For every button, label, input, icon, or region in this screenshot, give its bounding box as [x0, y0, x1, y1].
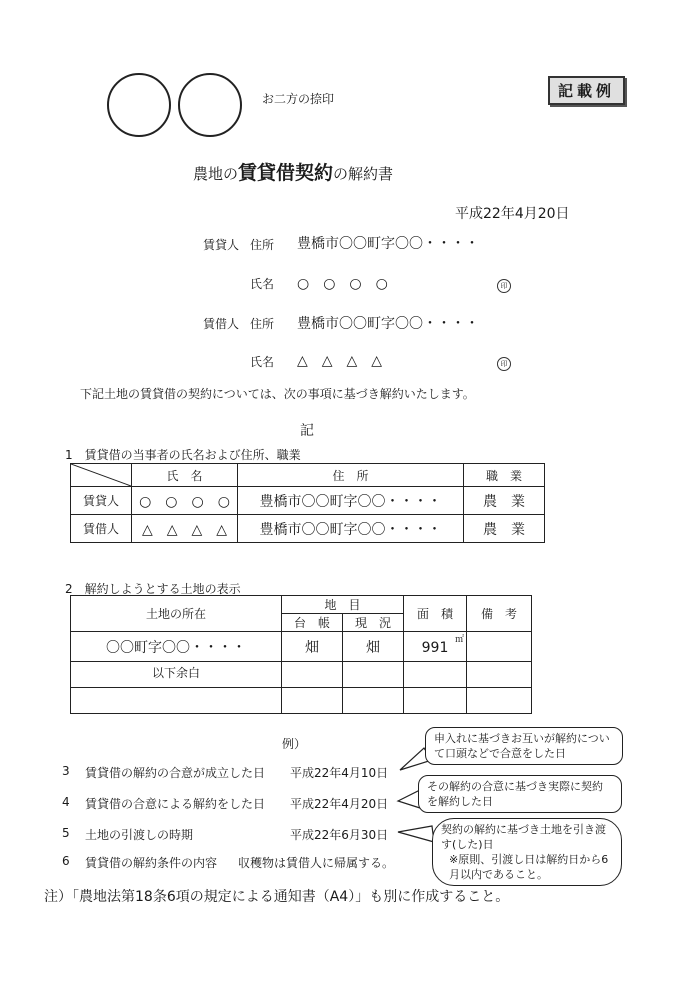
lessor-address-label: 住所 — [250, 238, 275, 252]
document-title — [193, 158, 393, 185]
empty-cell — [282, 688, 343, 714]
header-name: 氏 名 — [132, 464, 238, 487]
item-6-value: 収穫物は賃借人に帰属する。 — [238, 856, 395, 870]
diagonal-line — [71, 464, 131, 486]
row-name: △ △ △ △ — [132, 515, 238, 543]
empty-cell — [71, 688, 282, 714]
title-main: 賃貸借契約 — [238, 162, 334, 184]
header-job: 職 業 — [464, 464, 545, 487]
item-5-value: 平成22年6月30日 — [290, 828, 389, 842]
title-prefix: 農地の — [193, 165, 239, 183]
item-3-num: 3 — [62, 764, 70, 778]
empty-cell — [282, 662, 343, 688]
item-3-label: 賃貸借の解約の合意が成立した日 — [85, 766, 266, 780]
row-job: 農 業 — [464, 487, 545, 515]
item-4-value: 平成22年4月20日 — [290, 797, 389, 811]
callout-agreement-text: 申入れに基づきお互いが解約について口頭などで合意をした日 — [434, 732, 610, 760]
table-row — [71, 515, 545, 543]
parties-table-header-row — [71, 464, 545, 487]
area-unit: ㎡ — [454, 635, 464, 645]
parties-table — [70, 463, 545, 543]
row-role: 賃貸人 — [71, 487, 132, 515]
table-row — [71, 632, 532, 662]
land-area-cell — [404, 632, 467, 662]
header-area: 面 積 — [404, 596, 467, 632]
callout-cancel-text: その解約の合意に基づき実際に契約を解約した日 — [427, 780, 603, 808]
empty-cell — [404, 688, 467, 714]
land-location: 〇〇町字〇〇・・・・ — [71, 632, 282, 662]
callout-2-pointer — [398, 790, 420, 808]
callout-3-pointer — [398, 826, 434, 842]
row-name: ○ ○ ○ ○ — [132, 487, 238, 515]
callout-agreement-date — [425, 727, 623, 765]
item-4-num: 4 — [62, 795, 70, 809]
row-job: 農 業 — [464, 515, 545, 543]
callout-handover-date — [432, 818, 622, 886]
lessor-label: 賃貸人 — [203, 238, 240, 252]
parties-table-corner — [71, 464, 132, 487]
header-daicho: 台 帳 — [282, 614, 343, 632]
seal-circle-1 — [107, 73, 171, 137]
callout-handover-text: 契約の解約に基づき土地を引き渡す(した)日 — [441, 823, 606, 851]
callout-handover-note: ※原則、引渡し日は解約日から6月以内であること。 — [449, 853, 609, 881]
row-role: 賃借人 — [71, 515, 132, 543]
land-table-header-row — [71, 596, 532, 614]
land-remarks — [467, 632, 532, 662]
lessee-address-label: 住所 — [250, 317, 275, 331]
land-table — [70, 595, 532, 714]
title-suffix: の解約書 — [333, 165, 394, 183]
lessee-seal-mark: 印 — [497, 357, 511, 371]
land-area: 991 — [421, 640, 449, 656]
empty-cell — [467, 688, 532, 714]
empty-cell — [343, 662, 404, 688]
example-stamp: 記載例 — [548, 76, 625, 105]
header-genkyo: 現 況 — [343, 614, 404, 632]
item-6-num: 6 — [62, 854, 70, 868]
item-6-label: 賃貸借の解約条件の内容 — [85, 856, 218, 870]
item-3-value: 平成22年4月10日 — [290, 766, 389, 780]
lessor-name-label: 氏名 — [250, 277, 275, 291]
item-4-label: 賃貸借の合意による解約をした日 — [85, 797, 266, 811]
section2-heading: 2 解約しようとする土地の表示 — [65, 582, 241, 596]
land-daicho: 畑 — [282, 632, 343, 662]
empty-cell — [467, 662, 532, 688]
below-blank: 以下余白 — [71, 662, 282, 688]
section1-heading: 1 賃貸借の当事者の氏名および住所、職業 — [65, 448, 301, 462]
seal-circle-2 — [178, 73, 242, 137]
header-chimoku: 地 目 — [282, 596, 404, 614]
table-row — [71, 487, 545, 515]
intro-text: 下記土地の賃貸借の契約については、次の事項に基づき解約いたします。 — [80, 387, 475, 401]
ki-heading: 記 — [300, 423, 314, 439]
header-location: 土地の所在 — [71, 596, 282, 632]
lessor-address: 豊橋市〇〇町字〇〇・・・・ — [297, 236, 479, 252]
lessee-label: 賃借人 — [203, 317, 240, 331]
empty-cell — [343, 688, 404, 714]
header-remarks: 備 考 — [467, 596, 532, 632]
lessee-name: △ △ △ △ — [297, 353, 383, 369]
callout-cancel-date — [418, 775, 622, 813]
footer-note: 注）「農地法第18条6項の規定による通知書（A4）」も別に作成すること。 — [44, 889, 510, 905]
lessee-name-label: 氏名 — [250, 355, 275, 369]
document-date: 平成22年4月20日 — [455, 206, 570, 222]
empty-cell — [404, 662, 467, 688]
lessee-address: 豊橋市〇〇町字〇〇・・・・ — [297, 316, 479, 332]
item-5-num: 5 — [62, 826, 70, 840]
row-address: 豊橋市〇〇町字〇〇・・・・ — [238, 487, 464, 515]
item-5-label: 土地の引渡しの時期 — [85, 828, 194, 842]
table-row — [71, 662, 532, 688]
land-genkyo: 畑 — [343, 632, 404, 662]
lessor-seal-mark: 印 — [497, 279, 511, 293]
lessor-name: ○ ○ ○ ○ — [297, 276, 388, 292]
header-address: 住 所 — [238, 464, 464, 487]
row-address: 豊橋市〇〇町字〇〇・・・・ — [238, 515, 464, 543]
table-row — [71, 688, 532, 714]
example-label: 例） — [282, 737, 307, 751]
seal-note: お二方の捺印 — [262, 92, 335, 106]
